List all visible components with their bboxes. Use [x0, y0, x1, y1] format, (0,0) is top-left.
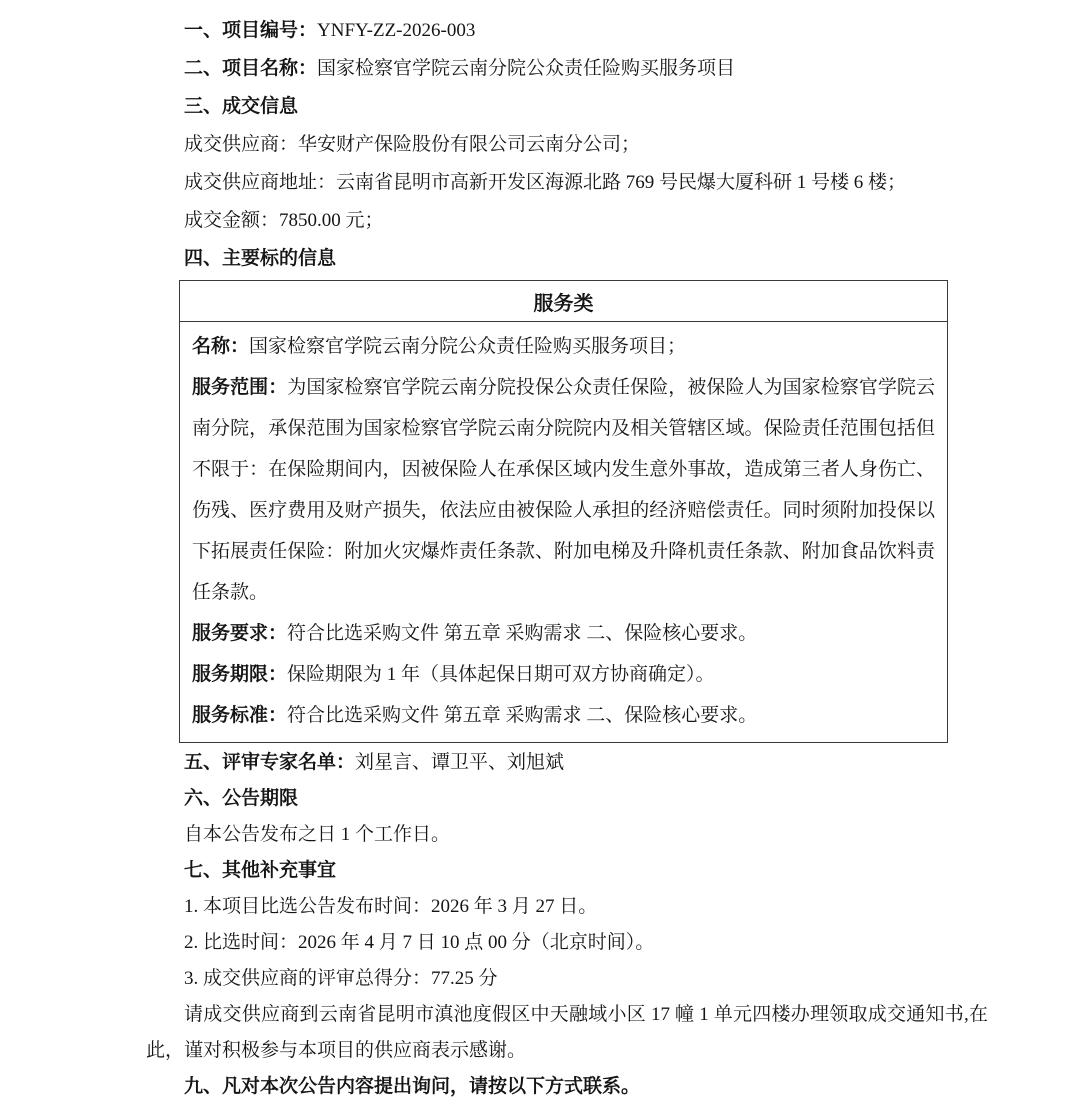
project-name-label: 二、项目名称： [184, 58, 318, 79]
service-standard-value: 符合比选采购文件 第五章 采购需求 二、保险核心要求。 [287, 705, 758, 726]
project-name-line [146, 50, 988, 88]
subject-info-section-title: 四、主要标的信息 [184, 248, 337, 269]
subject-name-value: 国家检察官学院云南分院公众责任险购买服务项目； [249, 336, 687, 357]
supplier-address-label: 成交供应商地址： [184, 172, 337, 193]
service-term-value: 保险期限为 1 年（具体起保日期可双方协商确定）。 [287, 664, 715, 685]
supplier-line [146, 126, 988, 164]
supplier-value: 华安财产保险股份有限公司云南分公司； [298, 134, 641, 155]
other-item-review-score: 3. 成交供应商的评审总得分：77.25 分 [184, 968, 498, 989]
other-item-announcement-date: 1. 本项目比选公告发布时间：2026 年 3 月 27 日。 [184, 896, 598, 917]
service-standard-paragraph [192, 695, 935, 736]
service-standard-label: 服务标准： [192, 705, 288, 726]
project-number-value: YNFY-ZZ-2026-003 [317, 20, 476, 41]
supplier-label: 成交供应商： [184, 134, 299, 155]
table-header-service-class: 服务类 [180, 281, 948, 322]
table-content-row [180, 322, 948, 743]
contact-section-title: 九、凡对本次公告内容提出询问，请按以下方式联系。 [184, 1076, 641, 1097]
project-number-line [146, 12, 988, 50]
other-section-title: 七、其他补充事宜 [184, 860, 337, 881]
experts-value: 刘星言、谭卫平、刘旭斌 [355, 752, 565, 773]
project-name-value: 国家检察官学院云南分院公众责任险购买服务项目 [317, 58, 736, 79]
supplier-address-value: 云南省昆明市高新开发区海源北路 769 号民爆大厦科研 1 号楼 6 楼； [336, 172, 907, 193]
notice-period-section-title: 六、公告期限 [184, 788, 299, 809]
service-term-label: 服务期限： [192, 664, 288, 685]
subject-info-table [179, 280, 948, 743]
service-requirement-value: 符合比选采购文件 第五章 采购需求 二、保险核心要求。 [287, 623, 758, 644]
experts-label: 五、评审专家名单： [184, 752, 356, 773]
pickup-notice-paragraph: 请成交供应商到云南省昆明市滇池度假区中天融域小区 17 幢 1 单元四楼办理领取成交通知书,在此，谨对积极参与本项目的供应商表示感谢。 [146, 1004, 988, 1061]
service-scope-paragraph [192, 367, 935, 613]
service-requirement-label: 服务要求： [192, 623, 288, 644]
service-requirement-paragraph [192, 613, 935, 654]
table-content-cell [180, 322, 948, 743]
award-amount-line [146, 202, 988, 240]
table-header-row [180, 281, 948, 322]
supplier-address-line [146, 164, 988, 202]
award-info-section-title: 三、成交信息 [184, 96, 299, 117]
subject-name-label: 名称： [192, 336, 250, 357]
experts-line [146, 745, 988, 781]
notice-period-text: 自本公告发布之日 1 个工作日。 [184, 824, 451, 845]
service-scope-label: 服务范围： [192, 377, 288, 398]
award-amount-label: 成交金额： [184, 210, 280, 231]
other-item-selection-time: 2. 比选时间：2026 年 4 月 7 日 10 点 00 分（北京时间）。 [184, 932, 655, 953]
award-amount-value: 7850.00 元； [279, 210, 384, 231]
service-scope-value: 为国家检察官学院云南分院投保公众责任保险，被保险人为国家检察官学院云南分院，承保范围为国家检察官学院云南分院院内及相关管辖区域。保险责任范围包括但不限于：在保险期间内，因被保险人在承保区域内发生意外事故，造成第三者人身伤亡、伤残、医疗费用及财产损失，依法应由被保险人承担的经济赔偿责任。同时须附加投保以下拓展责任保险：附加火灾爆炸责任条款、附加电梯及升降机责任条款、附加食品饮料责任条款。 [192, 377, 935, 603]
project-number-label: 一、项目编号： [184, 20, 318, 41]
service-term-paragraph [192, 654, 935, 695]
subject-name-paragraph [192, 326, 935, 367]
